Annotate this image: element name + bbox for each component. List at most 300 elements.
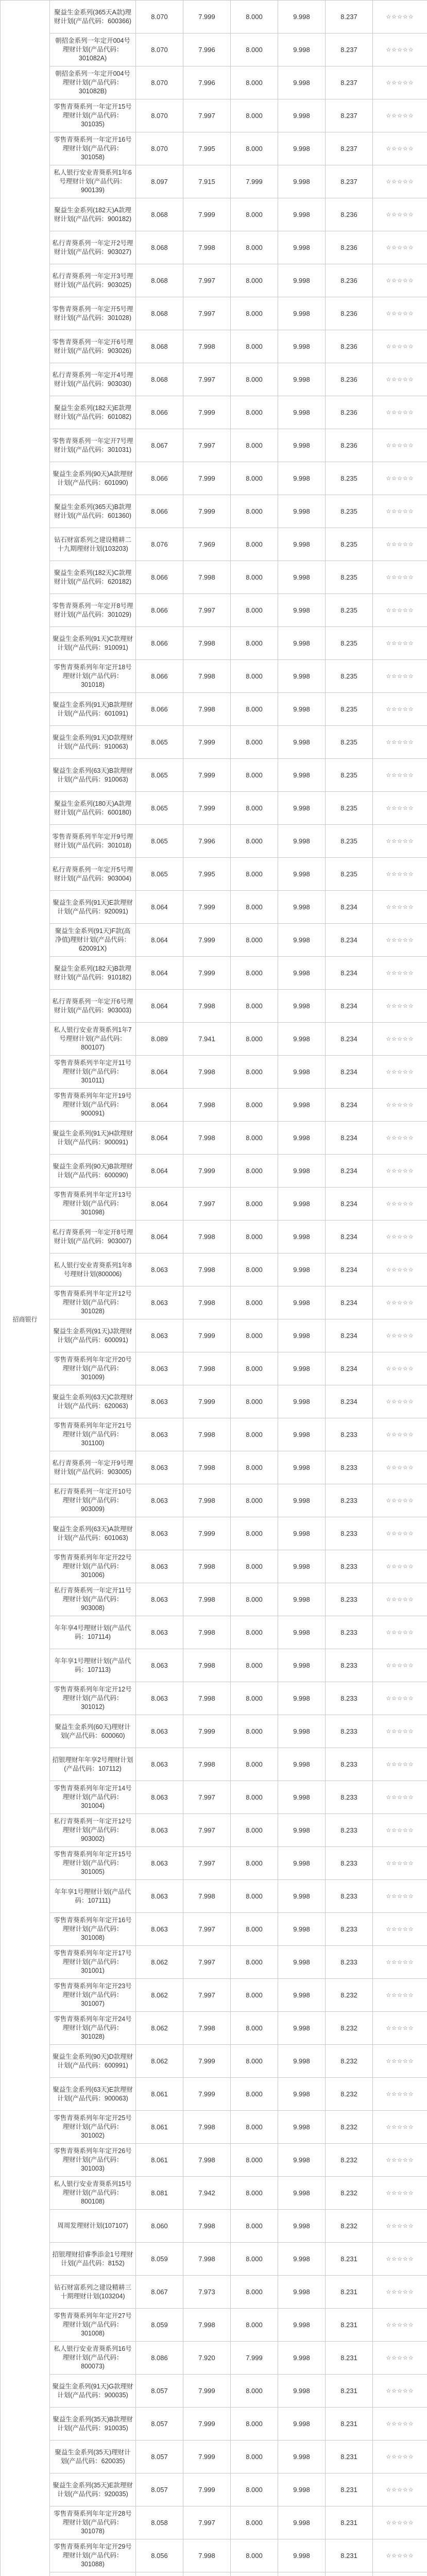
value-cell-3: 8.000 [231, 462, 278, 495]
value-cell-1: 8.063 [136, 1781, 183, 1814]
product-name-cell: 聚益生金系列(91天)G款理财计划(产品代码：900035) [50, 2375, 136, 2408]
value-cell-4: 9.998 [278, 1913, 326, 1946]
value-cell-1: 8.064 [136, 990, 183, 1023]
value-cell-2: 7.998 [183, 1089, 231, 1122]
value-cell-3: 8.000 [231, 1946, 278, 1979]
value-cell-3: 8.000 [231, 1517, 278, 1550]
value-cell-4: 9.998 [278, 825, 326, 858]
product-name-cell: 聚益生金系列(35天)E款理财计划(产品代码：920035) [50, 2473, 136, 2506]
table-row [1, 858, 427, 891]
rating-stars-cell: ☆☆☆☆☆ [373, 2276, 427, 2309]
value-cell-2: 7.999 [183, 1155, 231, 1188]
product-name-cell: 聚益生金系列(63天)C款理财计划(产品代码：620063) [50, 1385, 136, 1418]
product-name-cell: 零售青葵系列年年定开21号理财计划(产品代码：301100) [50, 1418, 136, 1451]
table-row [1, 1913, 427, 1946]
table-row [1, 1748, 427, 1781]
table-row [1, 363, 427, 396]
value-cell-3: 8.000 [231, 528, 278, 561]
value-cell-3: 8.000 [231, 1880, 278, 1913]
value-cell-4: 9.998 [278, 561, 326, 594]
value-cell-2: 7.997 [183, 1979, 231, 2012]
value-cell-5: 8.233 [326, 1451, 373, 1484]
value-cell-3: 8.000 [231, 2408, 278, 2441]
rating-stars-cell: ☆☆☆☆☆ [373, 594, 427, 627]
product-name-cell: 聚益生金系列(365天)B款理财计划(产品代码：601360) [50, 495, 136, 528]
value-cell-2: 7.999 [183, 462, 231, 495]
value-cell-2: 7.999 [183, 495, 231, 528]
value-cell-5: 8.234 [326, 990, 373, 1023]
table-row [1, 1649, 427, 1682]
value-cell-2: 7.999 [183, 1517, 231, 1550]
value-cell-5: 8.233 [326, 1649, 373, 1682]
value-cell-4 [278, 2572, 326, 2576]
rating-stars-cell: ☆☆☆☆☆ [373, 1253, 427, 1286]
rating-stars-cell: ☆☆☆☆☆ [373, 528, 427, 561]
value-cell-5: 8.235 [326, 825, 373, 858]
value-cell-2: 7.998 [183, 1253, 231, 1286]
value-cell-4: 9.998 [278, 2012, 326, 2045]
value-cell-1: 8.063 [136, 1352, 183, 1385]
value-cell-5: 8.234 [326, 1253, 373, 1286]
value-cell-5: 8.232 [326, 2012, 373, 2045]
product-name-cell: 私行青葵系列一年定开6号理财计划(产品代码：903003) [50, 990, 136, 1023]
table-body [1, 1, 427, 2576]
value-cell-2: 7.998 [183, 1616, 231, 1649]
value-cell-3: 8.000 [231, 1979, 278, 2012]
value-cell-4: 9.998 [278, 1385, 326, 1418]
value-cell-5: 8.234 [326, 1155, 373, 1188]
product-name-cell: 零售青葵系列年年定开26号理财计划(产品代码：301003) [50, 2144, 136, 2177]
value-cell-1: 8.065 [136, 726, 183, 759]
value-cell-4: 9.998 [278, 2111, 326, 2144]
value-cell-4: 9.998 [278, 363, 326, 396]
table-row [1, 1880, 427, 1913]
value-cell-1: 8.063 [136, 1715, 183, 1748]
value-cell-5: 8.236 [326, 264, 373, 297]
table-row [1, 1023, 427, 1056]
value-cell-5: 8.232 [326, 2210, 373, 2243]
value-cell-3: 8.000 [231, 1814, 278, 1847]
value-cell-1: 8.057 [136, 2473, 183, 2506]
table-row [1, 2572, 427, 2576]
value-cell-2: 7.998 [183, 1583, 231, 1616]
table-row [1, 957, 427, 990]
value-cell-3: 8.000 [231, 792, 278, 825]
value-cell-4: 9.998 [278, 957, 326, 990]
rating-stars-cell: ☆☆☆☆☆ [373, 561, 427, 594]
product-name-cell: 零售青葵系列半年定开13号理财计划(产品代码：301098) [50, 1188, 136, 1221]
value-cell-1: 8.068 [136, 264, 183, 297]
value-cell-4: 9.998 [278, 1056, 326, 1089]
value-cell-5: 8.236 [326, 429, 373, 462]
value-cell-5: 8.233 [326, 1913, 373, 1946]
value-cell-5: 8.231 [326, 2276, 373, 2309]
value-cell-2: 7.998 [183, 2210, 231, 2243]
rating-stars-cell: ☆☆☆☆☆ [373, 1781, 427, 1814]
value-cell-2: 7.998 [183, 2309, 231, 2342]
table-row [1, 1946, 427, 1979]
value-cell-4: 9.998 [278, 429, 326, 462]
value-cell-4: 9.998 [278, 2375, 326, 2408]
value-cell-5: 8.233 [326, 1550, 373, 1583]
product-name-cell: 零售青葵系列一年定开15号理财计划(产品代码：301035) [50, 99, 136, 132]
value-cell-3: 8.000 [231, 198, 278, 231]
value-cell-2: 7.969 [183, 528, 231, 561]
value-cell-5: 8.234 [326, 1221, 373, 1253]
value-cell-5: 8.234 [326, 1056, 373, 1089]
value-cell-4: 9.998 [278, 2506, 326, 2539]
value-cell-3: 8.000 [231, 363, 278, 396]
rating-stars-cell: ☆☆☆☆☆ [373, 165, 427, 198]
value-cell-1: 8.057 [136, 2375, 183, 2408]
table-row [1, 2111, 427, 2144]
table-row [1, 1155, 427, 1188]
value-cell-1: 8.060 [136, 2210, 183, 2243]
rating-stars-cell: ☆☆☆☆☆ [373, 1221, 427, 1253]
product-name-cell: 零售青葵系列年年定开29号理财计划(产品代码：301088) [50, 2539, 136, 2572]
table-row [1, 627, 427, 660]
value-cell-2: 7.999 [183, 1319, 231, 1352]
rating-stars-cell: ☆☆☆☆☆ [373, 231, 427, 264]
product-name-cell: 聚益生金系列(365天A款)理财计划(产品代码：600366) [50, 1, 136, 33]
value-cell-4: 9.998 [278, 1880, 326, 1913]
value-cell-3: 8.000 [231, 1352, 278, 1385]
table-row [1, 1221, 427, 1253]
value-cell-1: 8.064 [136, 1122, 183, 1155]
table-row [1, 33, 427, 66]
value-cell-1: 8.059 [136, 2243, 183, 2276]
product-name-cell: 私人银行安业青葵系列1年7号理财计划(产品代码：800107) [50, 1023, 136, 1056]
value-cell-2: 7.998 [183, 660, 231, 693]
product-name-cell: 聚益生金系列(91天)J款理财计划(产品代码：600091) [50, 1319, 136, 1352]
value-cell-2: 7.999 [183, 792, 231, 825]
product-name-cell: 零售青葵系列年年定开25号理财计划(产品代码：301002) [50, 2111, 136, 2144]
rating-stars-cell: ☆☆☆☆☆ [373, 2078, 427, 2111]
value-cell-4: 9.998 [278, 198, 326, 231]
rating-stars-cell: ☆☆☆☆☆ [373, 2506, 427, 2539]
value-cell-1: 8.062 [136, 2012, 183, 2045]
value-cell-5: 8.236 [326, 330, 373, 363]
value-cell-4: 9.998 [278, 1451, 326, 1484]
table-row [1, 429, 427, 462]
value-cell-1: 8.067 [136, 2276, 183, 2309]
value-cell-1: 8.064 [136, 1056, 183, 1089]
value-cell-1: 8.061 [136, 2144, 183, 2177]
table-row [1, 165, 427, 198]
value-cell-2: 7.941 [183, 1023, 231, 1056]
value-cell-5: 8.237 [326, 33, 373, 66]
value-cell-4: 9.998 [278, 1418, 326, 1451]
value-cell-3: 8.000 [231, 825, 278, 858]
value-cell-5: 8.232 [326, 2045, 373, 2078]
rating-stars-cell: ☆☆☆☆☆ [373, 1385, 427, 1418]
product-name-cell: 私人银行安业青葵系列1年8号理财计划(800006) [50, 1253, 136, 1286]
rating-stars-cell: ☆☆☆☆☆ [373, 1616, 427, 1649]
product-name-cell: 聚益生金系列(90天)A款理财计划(产品代码：601090) [50, 462, 136, 495]
value-cell-3: 8.000 [231, 594, 278, 627]
value-cell-5: 8.237 [326, 1, 373, 33]
value-cell-1: 8.063 [136, 1319, 183, 1352]
table-row [1, 264, 427, 297]
rating-stars-cell: ☆☆☆☆☆ [373, 495, 427, 528]
table-row [1, 66, 427, 99]
value-cell-2: 7.997 [183, 1946, 231, 1979]
table-row [1, 759, 427, 792]
value-cell-4: 9.998 [278, 1352, 326, 1385]
value-cell-5: 8.235 [326, 660, 373, 693]
value-cell-5: 8.235 [326, 858, 373, 891]
table-row [1, 2177, 427, 2210]
value-cell-1: 8.063 [136, 1517, 183, 1550]
value-cell-3: 8.000 [231, 2045, 278, 2078]
value-cell-1: 8.063 [136, 1385, 183, 1418]
value-cell-2: 7.999 [183, 2441, 231, 2473]
product-name-cell: 私行青葵系列一年定开10号理财计划(产品代码：903009) [50, 1484, 136, 1517]
value-cell-3: 8.000 [231, 1089, 278, 1122]
value-cell-1: 8.063 [136, 1484, 183, 1517]
table-row [1, 1616, 427, 1649]
value-cell-2: 7.999 [183, 2045, 231, 2078]
value-cell-2: 7.995 [183, 132, 231, 165]
value-cell-5: 8.234 [326, 1188, 373, 1221]
product-name-cell: 零售青葵系列年年定开19号理财计划(产品代码：900091) [50, 1089, 136, 1122]
value-cell-1: 8.063 [136, 1880, 183, 1913]
value-cell-4: 9.998 [278, 528, 326, 561]
value-cell-5: 8.234 [326, 1286, 373, 1319]
value-cell-2: 7.999 [183, 2408, 231, 2441]
table-row [1, 1418, 427, 1451]
value-cell-4: 9.998 [278, 99, 326, 132]
value-cell-4: 9.998 [278, 2045, 326, 2078]
product-name-cell: 聚益生金系列(35天)B款理财计划(产品代码：910035) [50, 2408, 136, 2441]
rating-stars-cell: ☆☆☆☆☆ [373, 726, 427, 759]
value-cell-2: 7.998 [183, 1682, 231, 1715]
value-cell-3: 8.000 [231, 1748, 278, 1781]
value-cell-1: 8.064 [136, 1221, 183, 1253]
product-name-cell: 零售青葵系列半年定开12号理财计划(产品代码：301028) [50, 1286, 136, 1319]
value-cell-4: 9.998 [278, 330, 326, 363]
value-cell-4: 9.998 [278, 33, 326, 66]
value-cell-2: 7.997 [183, 1814, 231, 1847]
value-cell-5: 8.233 [326, 1583, 373, 1616]
value-cell-1: 8.062 [136, 1979, 183, 2012]
value-cell-4: 9.998 [278, 1946, 326, 1979]
value-cell-5: 8.231 [326, 2473, 373, 2506]
rating-stars-cell: ☆☆☆☆☆ [373, 1319, 427, 1352]
value-cell-4: 9.998 [278, 2210, 326, 2243]
rating-stars-cell: ☆☆☆☆☆ [373, 1847, 427, 1880]
value-cell-2: 7.998 [183, 1122, 231, 1155]
value-cell-2: 7.998 [183, 1484, 231, 1517]
rating-stars-cell: ☆☆☆☆☆ [373, 2243, 427, 2276]
rating-stars-cell: ☆☆☆☆☆ [373, 627, 427, 660]
value-cell-4: 9.998 [278, 2243, 326, 2276]
value-cell-2: 7.999 [183, 1385, 231, 1418]
value-cell-5: 8.231 [326, 2375, 373, 2408]
product-name-cell: 零售青葵系列年年定开17号理财计划(产品代码：301001) [50, 1946, 136, 1979]
rating-stars-cell: ☆☆☆☆☆ [373, 1286, 427, 1319]
value-cell-4: 9.998 [278, 2441, 326, 2473]
value-cell-3: 8.000 [231, 2078, 278, 2111]
value-cell-1: 8.070 [136, 33, 183, 66]
value-cell-3: 8.000 [231, 2012, 278, 2045]
product-name-cell: 私人银行安业青葵系列16号理财计划(产品代码：800073) [50, 2342, 136, 2375]
value-cell-5: 8.231 [326, 2243, 373, 2276]
table-row [1, 2342, 427, 2375]
value-cell-4: 9.998 [278, 759, 326, 792]
product-name-cell: 零售青葵系列半年定开9号理财计划(产品代码：301018) [50, 825, 136, 858]
value-cell-3: 8.000 [231, 1715, 278, 1748]
value-cell-5: 8.235 [326, 528, 373, 561]
value-cell-1: 8.063 [136, 1550, 183, 1583]
product-name-cell: 私行青葵系列一年定开11号理财计划(产品代码：903008) [50, 1583, 136, 1616]
product-name-cell: 零售青葵系列一年定开7号理财计划(产品代码：301031) [50, 429, 136, 462]
value-cell-5: 8.234 [326, 1385, 373, 1418]
value-cell-1: 8.070 [136, 99, 183, 132]
value-cell-5: 8.235 [326, 594, 373, 627]
value-cell-4: 9.998 [278, 2177, 326, 2210]
product-name-cell: 年年享1号理财计划(产品代码：107113) [50, 1649, 136, 1682]
value-cell-5: 8.232 [326, 2078, 373, 2111]
product-name-cell: 零售青葵系列一年定开6号理财计划(产品代码：903026) [50, 330, 136, 363]
table-row [1, 1385, 427, 1418]
value-cell-3: 8.000 [231, 2441, 278, 2473]
value-cell-4: 9.998 [278, 165, 326, 198]
value-cell-1: 8.061 [136, 2111, 183, 2144]
value-cell-2: 7.999 [183, 2375, 231, 2408]
value-cell-4: 9.998 [278, 1, 326, 33]
table-row [1, 2309, 427, 2342]
value-cell-4: 9.998 [278, 297, 326, 330]
value-cell-1: 8.063 [136, 1616, 183, 1649]
rating-stars-cell: ☆☆☆☆☆ [373, 1682, 427, 1715]
value-cell-1: 8.063 [136, 1649, 183, 1682]
product-name-cell: 私行青葵系列一年定开5号理财计划(产品代码：903004) [50, 858, 136, 891]
value-cell-1: 8.063 [136, 1682, 183, 1715]
table-row [1, 726, 427, 759]
value-cell-1: 8.063 [136, 1748, 183, 1781]
table-row [1, 396, 427, 429]
value-cell-3: 8.000 [231, 1550, 278, 1583]
product-name-cell: 零售青葵系列年年定开14号理财计划(产品代码：301004) [50, 1781, 136, 1814]
table-row [1, 1979, 427, 2012]
value-cell-3: 8.000 [231, 2309, 278, 2342]
product-name-cell: 私行青葵系列一年定开12号理财计划(产品代码：903002) [50, 1814, 136, 1847]
value-cell-3: 8.000 [231, 99, 278, 132]
value-cell-4: 9.998 [278, 462, 326, 495]
product-name-cell: 零售青葵系列年年定开20号理财计划(产品代码：301009) [50, 1352, 136, 1385]
value-cell-4: 9.998 [278, 2144, 326, 2177]
table-row [1, 2243, 427, 2276]
value-cell-5: 8.234 [326, 924, 373, 957]
value-cell-2: 7.998 [183, 2243, 231, 2276]
table-row [1, 1089, 427, 1122]
rating-stars-cell: ☆☆☆☆☆ [373, 1418, 427, 1451]
value-cell-1: 8.068 [136, 231, 183, 264]
value-cell-3: 8.000 [231, 1188, 278, 1221]
value-cell-5: 8.233 [326, 1682, 373, 1715]
rating-stars-cell: ☆☆☆☆☆ [373, 1649, 427, 1682]
value-cell-4: 9.998 [278, 396, 326, 429]
product-name-cell: 聚益生金系列(90天)B款理财计划(产品代码：600090) [50, 1155, 136, 1188]
product-name-cell: 聚益生金系列(63天)E款理财计划(产品代码：900063) [50, 2078, 136, 2111]
table-row [1, 1122, 427, 1155]
value-cell-4: 9.998 [278, 1781, 326, 1814]
value-cell-2: 7.996 [183, 66, 231, 99]
value-cell-2: 7.999 [183, 2473, 231, 2506]
rating-stars-cell: ☆☆☆☆☆ [373, 1517, 427, 1550]
value-cell-4: 9.998 [278, 660, 326, 693]
value-cell-4: 9.998 [278, 231, 326, 264]
product-name-cell: 聚益生金系列(35天)理财计划(产品代码：620035) [50, 2441, 136, 2473]
value-cell-3: 8.000 [231, 1616, 278, 1649]
value-cell-2: 7.998 [183, 1221, 231, 1253]
value-cell-3: 8.000 [231, 33, 278, 66]
value-cell-5: 8.233 [326, 1781, 373, 1814]
value-cell-2: 7.998 [183, 1550, 231, 1583]
value-cell-3: 8.000 [231, 1253, 278, 1286]
table-row [1, 297, 427, 330]
value-cell-2: 7.999 [183, 1, 231, 33]
table-row [1, 2012, 427, 2045]
value-cell-4: 9.998 [278, 2473, 326, 2506]
value-cell-4: 9.998 [278, 2408, 326, 2441]
value-cell-5: 8.236 [326, 198, 373, 231]
value-cell-3: 8.000 [231, 1583, 278, 1616]
product-name-cell: 聚益生金系列(60天)理财计划(产品代码：600060) [50, 1715, 136, 1748]
value-cell-4: 9.998 [278, 1616, 326, 1649]
value-cell-3: 8.000 [231, 2111, 278, 2144]
value-cell-2: 7.942 [183, 2177, 231, 2210]
value-cell-2: 7.997 [183, 429, 231, 462]
product-name-cell: 聚益生金系列(91天)H款理财计划(产品代码：900091) [50, 1122, 136, 1155]
product-name-cell: 聚益生金系列(91天)D款理财计划(产品代码：910063) [50, 726, 136, 759]
value-cell-4: 9.998 [278, 2276, 326, 2309]
product-name-cell [50, 2572, 136, 2576]
value-cell-3: 8.000 [231, 759, 278, 792]
table-row [1, 1286, 427, 1319]
product-name-cell: 年年享4号理财计划(产品代码：107114) [50, 1616, 136, 1649]
value-cell-4: 9.998 [278, 1319, 326, 1352]
value-cell-3: 8.000 [231, 66, 278, 99]
value-cell-3: 8.000 [231, 2473, 278, 2506]
value-cell-5: 8.236 [326, 231, 373, 264]
table-row [1, 1319, 427, 1352]
table-row [1, 1814, 427, 1847]
product-name-cell: 零售青葵系列一年定开8号理财计划(产品代码：301029) [50, 594, 136, 627]
value-cell-5: 8.232 [326, 2111, 373, 2144]
product-name-cell: 零售青葵系列年年定开28号理财计划(产品代码：301078) [50, 2506, 136, 2539]
table-row [1, 2408, 427, 2441]
value-cell-5: 8.234 [326, 1352, 373, 1385]
value-cell-2: 7.998 [183, 330, 231, 363]
value-cell-3: 8.000 [231, 726, 278, 759]
product-name-cell: 零售青葵系列年年定开24号理财计划(产品代码：301028) [50, 2012, 136, 2045]
value-cell-3: 8.000 [231, 1319, 278, 1352]
rating-stars-cell: ☆☆☆☆☆ [373, 330, 427, 363]
rating-stars-cell: ☆☆☆☆☆ [373, 1550, 427, 1583]
table-row [1, 1484, 427, 1517]
value-cell-2: 7.997 [183, 1847, 231, 1880]
product-name-cell: 钻石财富系列之建设精耕三十期理财计划(103204) [50, 2276, 136, 2309]
value-cell-1: 8.068 [136, 198, 183, 231]
value-cell-5: 8.231 [326, 2506, 373, 2539]
product-name-cell: 零售青葵系列年年定开22号理财计划(产品代码：301006) [50, 1550, 136, 1583]
value-cell-5: 8.235 [326, 759, 373, 792]
rating-stars-cell: ☆☆☆☆☆ [373, 1814, 427, 1847]
table-row [1, 792, 427, 825]
product-name-cell: 零售青葵系列年年定开16号理财计划(产品代码：301008) [50, 1913, 136, 1946]
